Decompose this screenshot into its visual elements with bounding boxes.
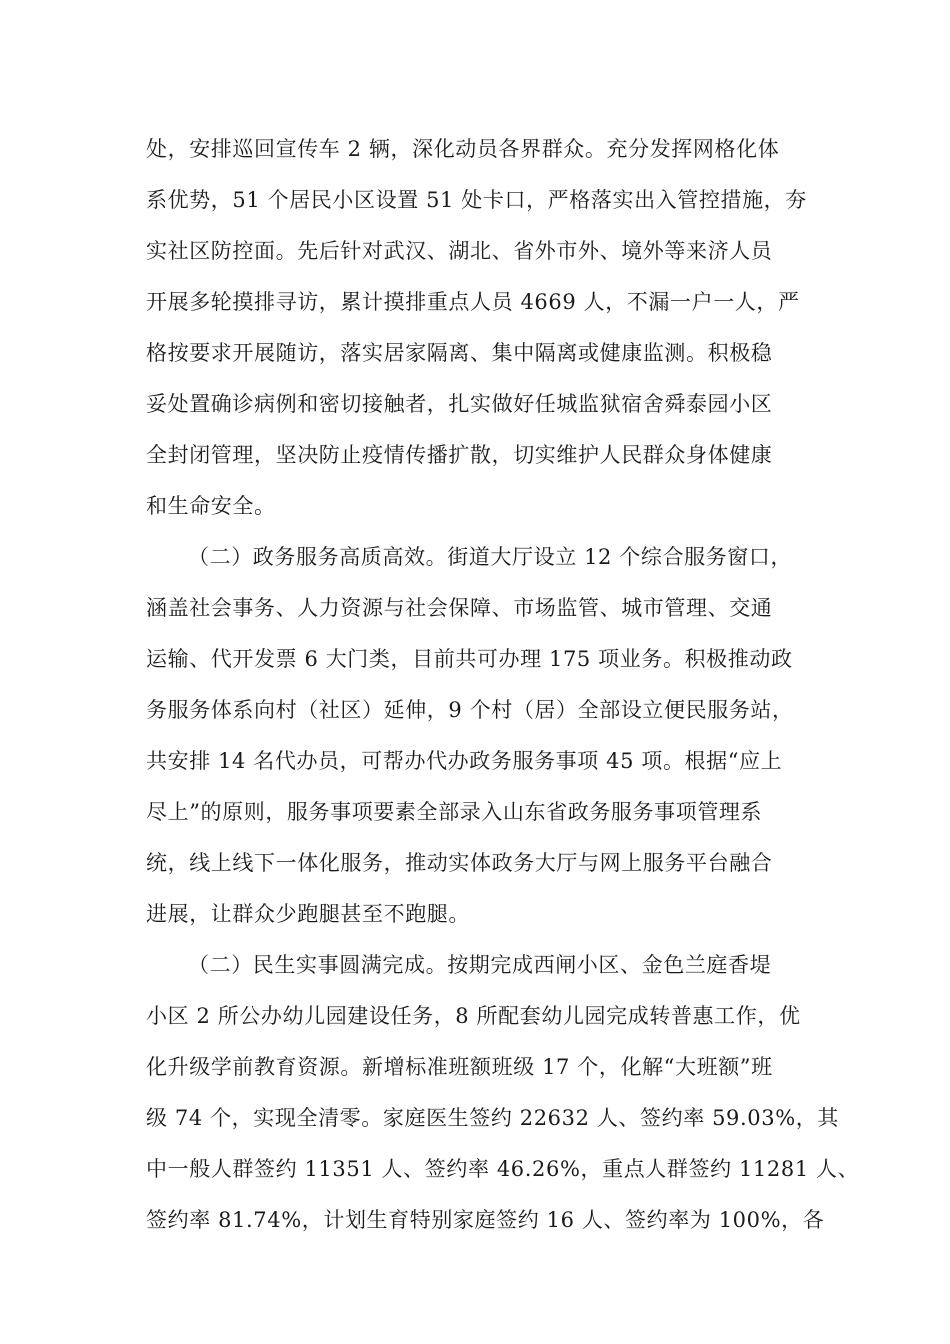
text-line: 妥处置确诊病例和密切接触者，扎实做好任城监狱宿舍舜泰园小区 — [146, 392, 773, 416]
text-line: 和生命安全。 — [146, 494, 276, 518]
text-line: 实社区防控面。先后针对武汉、湖北、省外市外、境外等来济人员 — [146, 239, 773, 263]
text-line: 小区 2 所公办幼儿园建设任务，8 所配套幼儿园完成转普惠工作，优 — [146, 1004, 801, 1028]
text-line: 中一般人群签约 11351 人、签约率 46.26%，重点人群签约 11281 人、 — [146, 1157, 860, 1181]
paragraph-heading-line: （二）政务服务高质高效。街道大厅设立 12 个综合服务窗口， — [188, 545, 793, 569]
text-line: 系优势，51 个居民小区设置 51 处卡口，严格落实出入管控措施，夯 — [146, 188, 807, 212]
text-line: 处，安排巡回宣传车 2 辆，深化动员各界群众。充分发挥网格化体 — [146, 137, 780, 161]
paragraph-heading-line: （二）民生实事圆满完成。按期完成西闸小区、金色兰庭香堤 — [188, 953, 772, 977]
text-line: 涵盖社会事务、人力资源与社会保障、市场监管、城市管理、交通 — [146, 596, 773, 620]
text-line: 格按要求开展随访，落实居家隔离、集中隔离或健康监测。积极稳 — [146, 341, 773, 365]
text-line: 全封闭管理，坚决防止疫情传播扩散，切实维护人民群众身体健康 — [146, 443, 773, 467]
text-line: 统，线上线下一体化服务，推动实体政务大厅与网上服务平台融合 — [146, 851, 773, 875]
text-line: 共安排 14 名代办员，可帮办代办政务服务事项 45 项。根据“应上 — [146, 749, 783, 773]
text-line: 进展，让群众少跑腿甚至不跑腿。 — [146, 902, 470, 926]
text-line: 务服务体系向村（社区）延伸，9 个村（居）全部设立便民服务站， — [146, 698, 794, 722]
text-line: 运输、代开发票 6 大门类，目前共可办理 175 项业务。积极推动政 — [146, 647, 793, 671]
text-line: 化升级学前教育资源。新增标准班额班级 17 个，化解“大班额”班 — [146, 1055, 773, 1079]
text-line: 尽上”的原则，服务事项要素全部录入山东省政务服务事项管理系 — [146, 800, 763, 824]
text-line: 级 74 个，实现全清零。家庭医生签约 22632 人、签约率 59.03%，其 — [146, 1106, 839, 1130]
text-line: 签约率 81.74%，计划生育特别家庭签约 16 人、签约率为 100%，各 — [146, 1208, 825, 1232]
text-line: 开展多轮摸排寻访，累计摸排重点人员 4669 人，不漏一户一人，严 — [146, 290, 800, 314]
